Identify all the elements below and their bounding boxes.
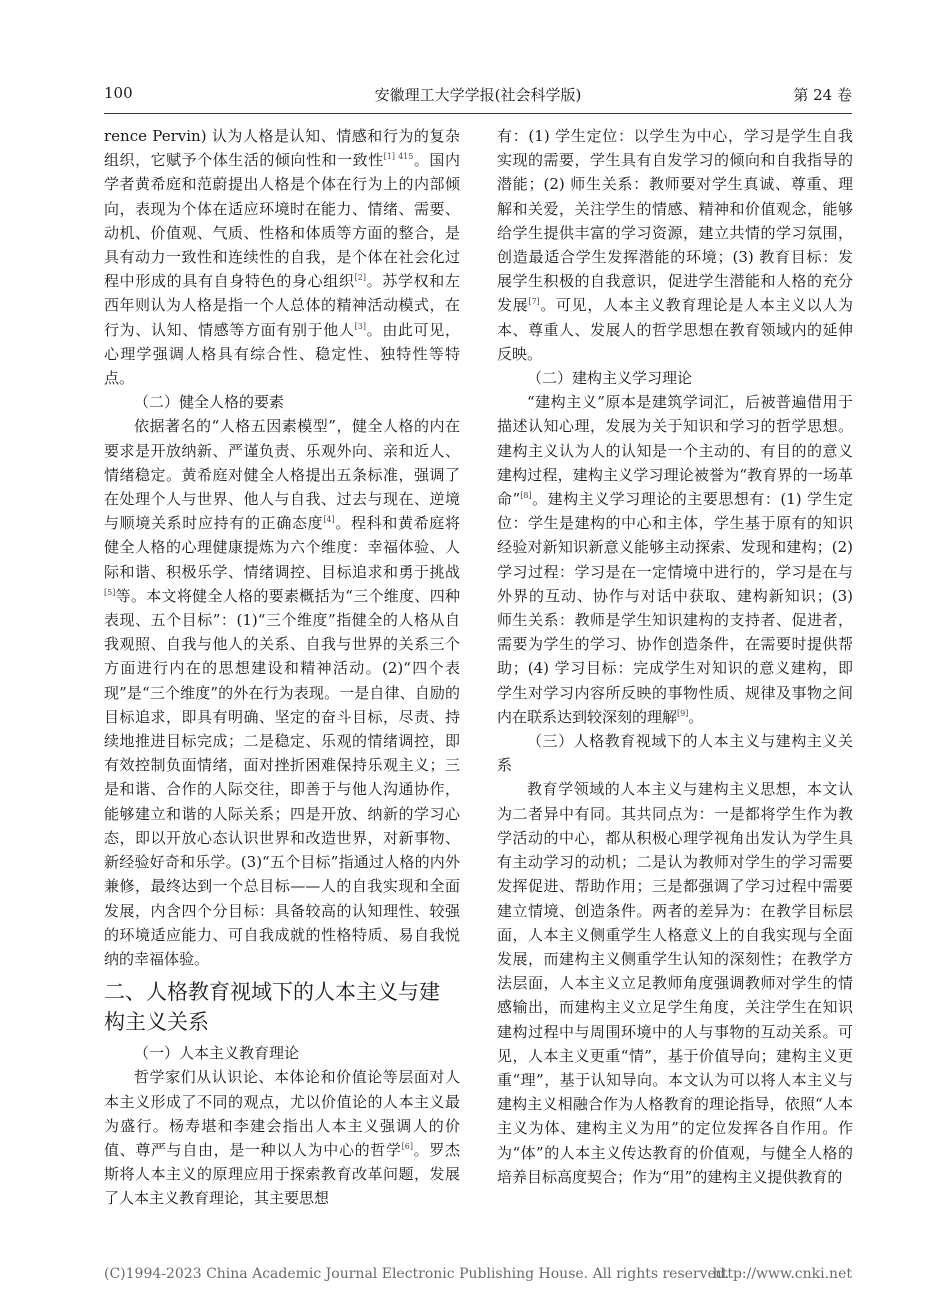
subheading-constructivism: （二）建构主义学习理论 xyxy=(527,369,693,388)
citation: [7] xyxy=(528,297,540,307)
citation: [5] xyxy=(104,587,116,597)
copyright-notice: (C)1994-2023 China Academic Journal Electronic Publishing House. All rights reserved. xyxy=(104,1266,730,1282)
citation: [2] xyxy=(354,273,366,283)
section-heading-2: 二、人格教育视域下的人本主义与建构主义关系 xyxy=(104,980,440,1035)
paragraph-humanism: 哲学家们从认识论、本体论和价值论等层面对人本主义形成了不同的观点，尤以价值论的人本主义最为盛行。杨寿堪和李建会指出人本主义强调人的价值、尊严与自由，是一种以人为中心的哲学[6]。罗杰斯将人本主义的原理应用于探索教育改革问题，发展了人本主义教育理论，其主要思想 xyxy=(104,1068,460,1208)
citation: [4] xyxy=(323,515,335,525)
paragraph-relationship: 教育学领域的人本主义与建构主义思想，本文认为二者异中有同。其共同点为：一是都将学生作为教学活动的中心，都从积极心理学视角出发认为学生具有主动学习的动机；二是认为教师对学生的学习需要发挥促进、帮助作用；三是都强调了学习过程中需要建立情境、创造条件。两者的差异为：在教学目标层面，人本主义侧重学生人格意义上的自我实现与全面发展，而建构主义侧重学生认知的深刻性；在教学方法层面，人本主义立足教师角度强调教师对学生的情感输出，而建构主义立足学生角度，关注学生在知识建构过程中与周围环境中的人与事物的互动关系。可见，人本主义更重“情”，基于价值导向；建构主义更重“理”，基于认知导向。本文认为可以将人本主义与建构主义相融合作为人格教育的理论指导，依照“人本主义为体、建构主义为用”的定位发挥各自作用。作为“体”的人本主义传达教育的价值观，与健全人格的培养目标高度契合；作为“用”的建构主义提供教育的 xyxy=(497,780,853,1186)
citation: [8] xyxy=(520,491,532,501)
running-header xyxy=(104,84,852,108)
paragraph-humanism-continued: 有：(1) 学生定位：以学生为中心，学习是学生自我实现的需要，学生具有自发学习的倾向和自我指导的潜能；(2) 师生关系：教师要对学生真诚、尊重、理解和关爱，关注学生的情感、精神和价值观念，能够给学生提供丰富的学习资源，建立共情的学习氛围，创造最适合学生发挥潜能的环境；(3) 教育目标：发展学生积极的自我意识，促进学生潜能和人格的充分发展[7]。可见，人本主义教育理论是人本主义以人为本、尊重人、发展人的哲学思想在教育领域内的延伸反映。 xyxy=(497,127,853,363)
citation: [6] xyxy=(401,1141,413,1151)
subheading-relationship: （三）人格教育视域下的人本主义与建构主义关系 xyxy=(497,732,853,775)
page-number: 100 xyxy=(104,84,133,102)
paragraph-healthy-personality: 依据著名的“人格五因素模型”，健全人格的内在要求是开放纳新、严谨负责、乐观外向、亲和近人、情绪稳定。黄希庭对健全人格提出五条标准，强调了在处理个人与世界、他人与自我、过去与现在、逆境与顺境关系时应持有的正确态度[4]。程科和黄希庭将健全人格的心理健康提炼为六个维度：幸福体验、人际和谐、积极乐学、情绪调控、目标追求和勇于挑战[5]等。本文将健全人格的要素概括为“三个维度、四种表现、五个目标”：(1)“三个维度”指健全的人格从自我观照、自我与他人的关系、自我与世界的关系三个方面进行内在的思想建设和精神活动。(2)“四个表现”是“三个维度”的外在行为表现。一是自律、自励的目标追求，即具有明确、坚定的奋斗目标，尽责、持续地推进目标完成；二是稳定、乐观的情绪调控，即有效控制负面情绪，面对挫折困难保持乐观主义；三是和谐、合作的人际交往，即善于与他人沟通协作，能够建立和谐的人际关系；四是开放、纳新的学习心态，即以开放心态认识世界和改造世界，对新事物、新经验好奇和乐学。(3)“五个目标”指通过人格的内外兼修，最终达到一个总目标——人的自我实现和全面发展，内含四个分目标：具备较高的认知理性、较强的环境适应能力、可自我成就的性格特质、易自我悦纳的幸福体验。 xyxy=(104,417,460,968)
volume-label: 第 24 卷 xyxy=(793,86,852,104)
left-column xyxy=(104,124,460,1211)
subheading-healthy-personality: （二）健全人格的要素 xyxy=(134,393,285,412)
header-rule xyxy=(104,113,852,114)
citation: [1] 415 xyxy=(383,152,414,162)
citation: [3] xyxy=(354,321,366,331)
right-column xyxy=(497,124,853,1189)
subheading-humanism: （一）人本主义教育理论 xyxy=(134,1044,300,1063)
citation: [9] xyxy=(677,708,689,718)
paragraph-personality-definition: rence Pervin) 认为人格是认知、情感和行为的复杂组织，它赋予个体生活的倾向性和一致性$^{[1] 415}$。国内学者黄希庭和范蔚提出人格是个体在行为上的内部倾向，表现为个体在适应环境时在能力、情绪、需要、动机、价值观、气质、性格和体质等方面的整合，是具有动力一致性和连续性的自我，是个体在社会化过程中形成的具有自身特色的身心组织[2]。苏学权和左西年则认为人格是指一个人总体的精神活动模式，在行为、认知、情感等方面有别于他人[3]。由此可见，心理学强调人格具有综合性、稳定性、独特性等特点。 xyxy=(104,127,460,388)
paragraph-constructivism: “建构主义”原本是建筑学词汇，后被普遍借用于描述认知心理，发展为关于知识和学习的哲学思想。建构主义认为人的认知是一个主动的、有目的的意义建构过程，建构主义学习理论被誉为“教育界的一场革命”[8]。建构主义学习理论的主要思想有：(1) 学生定位：学生是建构的中心和主体，学生基于原有的知识经验对新知识新意义能够主动探索、发现和建构；(2) 学习过程：学习是在一定情境中进行的，学习是在与外界的互动、协作与对话中获取、建构新知识；(3) 师生关系：教师是学生知识建构的支持者、促进者，需要为学生的学习、协作创造条件，在需要时提供帮助；(4) 学习目标：完成学生对知识的意义建构，即学生对学习内容所反映的事物性质、规律及事物之间内在联系达到较深刻的理解[9]。 xyxy=(497,393,853,726)
cnki-url: http://www.cnki.net xyxy=(712,1266,852,1282)
journal-title: 安徽理工大学学报(社会科学版) xyxy=(374,86,582,104)
